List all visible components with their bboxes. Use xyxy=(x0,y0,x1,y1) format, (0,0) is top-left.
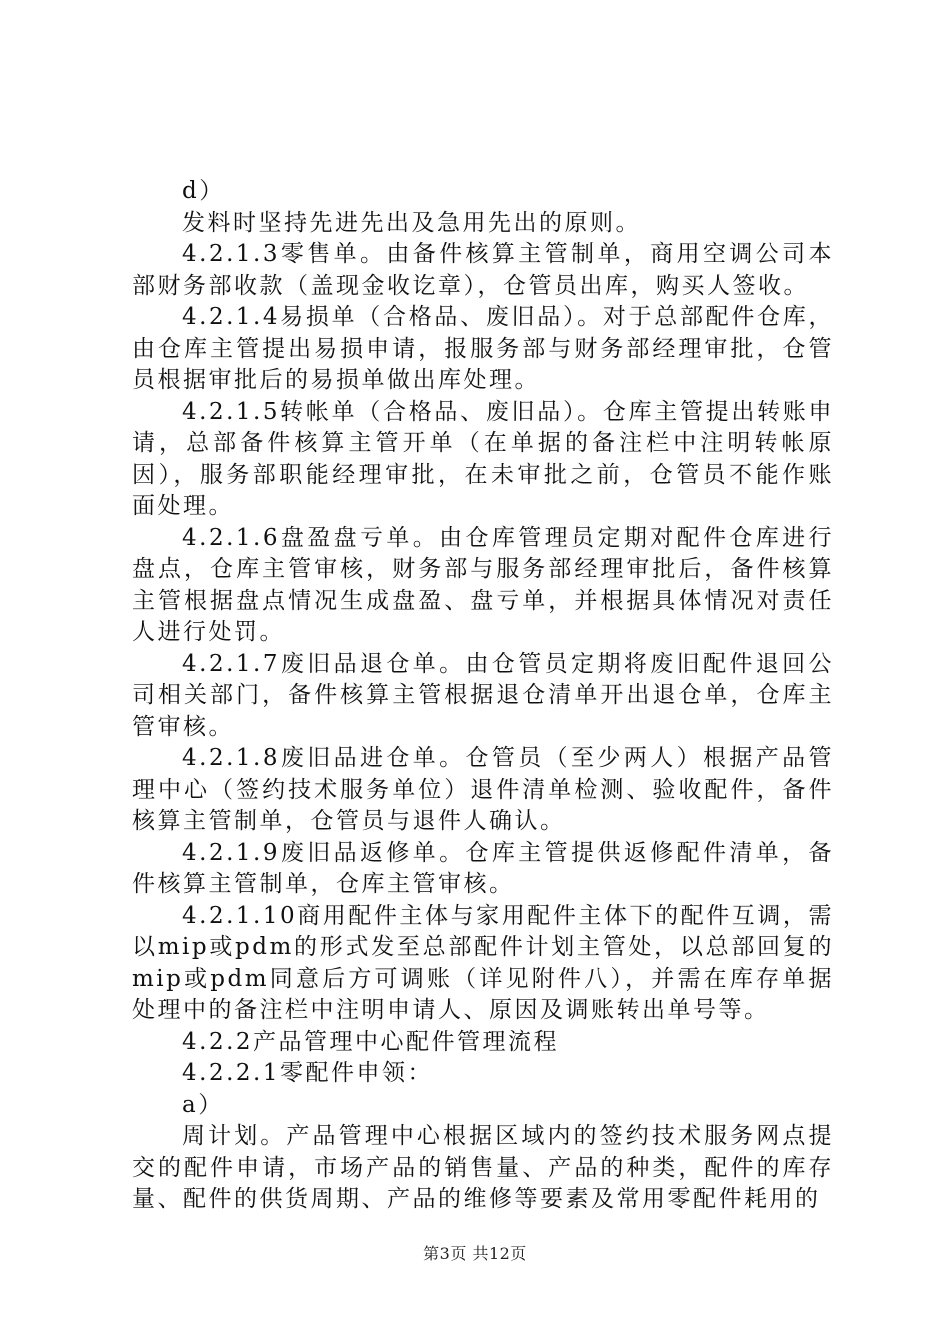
paragraph-4-2-1-6: 4.2.1.6盘盈盘亏单。由仓库管理员定期对配件仓库进行盘点，仓库主管审核，财务部与服务部经理审批后，备件核算主管根据盘点情况生成盘盈、盘亏单，并根据具体情况对责任人进行处罚。 xyxy=(132,524,834,645)
section-heading-4-2-2: 4.2.2产品管理中心配件管理流程 xyxy=(182,1028,560,1055)
document-body xyxy=(132,176,834,1216)
paragraph-4-2-1-8: 4.2.1.8废旧品进仓单。仓管员（至少两人）根据产品管理中心（签约技术服务单位）退件清单检测、验收配件，备件核算主管制单，仓管员与退件人确认。 xyxy=(132,745,834,834)
list-marker-d: d） xyxy=(182,178,225,204)
page-footer: 第3页 共12页 xyxy=(423,1244,527,1263)
paragraph-4-2-1-10: 4.2.1.10商用配件主体与家用配件主体下的配件互调，需以mip或pdm的形式发至总部配件计划主管处，以总部回复的mip或pdm同意后方可调账（详见附件八），并需在库存单据处理中的备注栏中注明申请人、原因及调账转出单号等。 xyxy=(132,902,834,1023)
paragraph-4-2-1-7: 4.2.1.7废旧品退仓单。由仓管员定期将废旧配件退回公司相关部门，备件核算主管根据退仓清单开出退仓单，仓库主管审核。 xyxy=(132,650,834,740)
paragraph-4-2-1-4: 4.2.1.4易损单（合格品、废旧品）。对于总部配件仓库，由仓库主管提出易损申请，报服务部与财务部经理审批，仓管员根据审批后的易损单做出库处理。 xyxy=(132,304,834,393)
paragraph-4-2-1-5: 4.2.1.5转帐单（合格品、废旧品）。仓库主管提出转账申请，总部备件核算主管开单（在单据的备注栏中注明转帐原因），服务部职能经理审批，在未审批之前，仓管员不能作账面处理。 xyxy=(132,398,834,519)
paragraph-weekly-plan: 周计划。产品管理中心根据区域内的签约技术服务网点提交的配件申请，市场产品的销售量、产品的种类，配件的库存量、配件的供货周期、产品的维修等要素及常用零配件耗用的 xyxy=(132,1123,834,1212)
paragraph-issue-principle: 发料时坚持先进先出及急用先出的原则。 xyxy=(182,209,641,236)
list-marker-a: a） xyxy=(182,1091,224,1118)
section-heading-4-2-2-1: 4.2.2.1零配件申领： xyxy=(182,1060,433,1086)
paragraph-4-2-1-9: 4.2.1.9废旧品返修单。仓库主管提供返修配件清单，备件核算主管制单，仓库主管审核。 xyxy=(132,839,834,897)
paragraph-4-2-1-3: 4.2.1.3零售单。由备件核算主管制单，商用空调公司本部财务部收款（盖现金收讫章），仓管员出库，购买人签收。 xyxy=(132,241,834,299)
